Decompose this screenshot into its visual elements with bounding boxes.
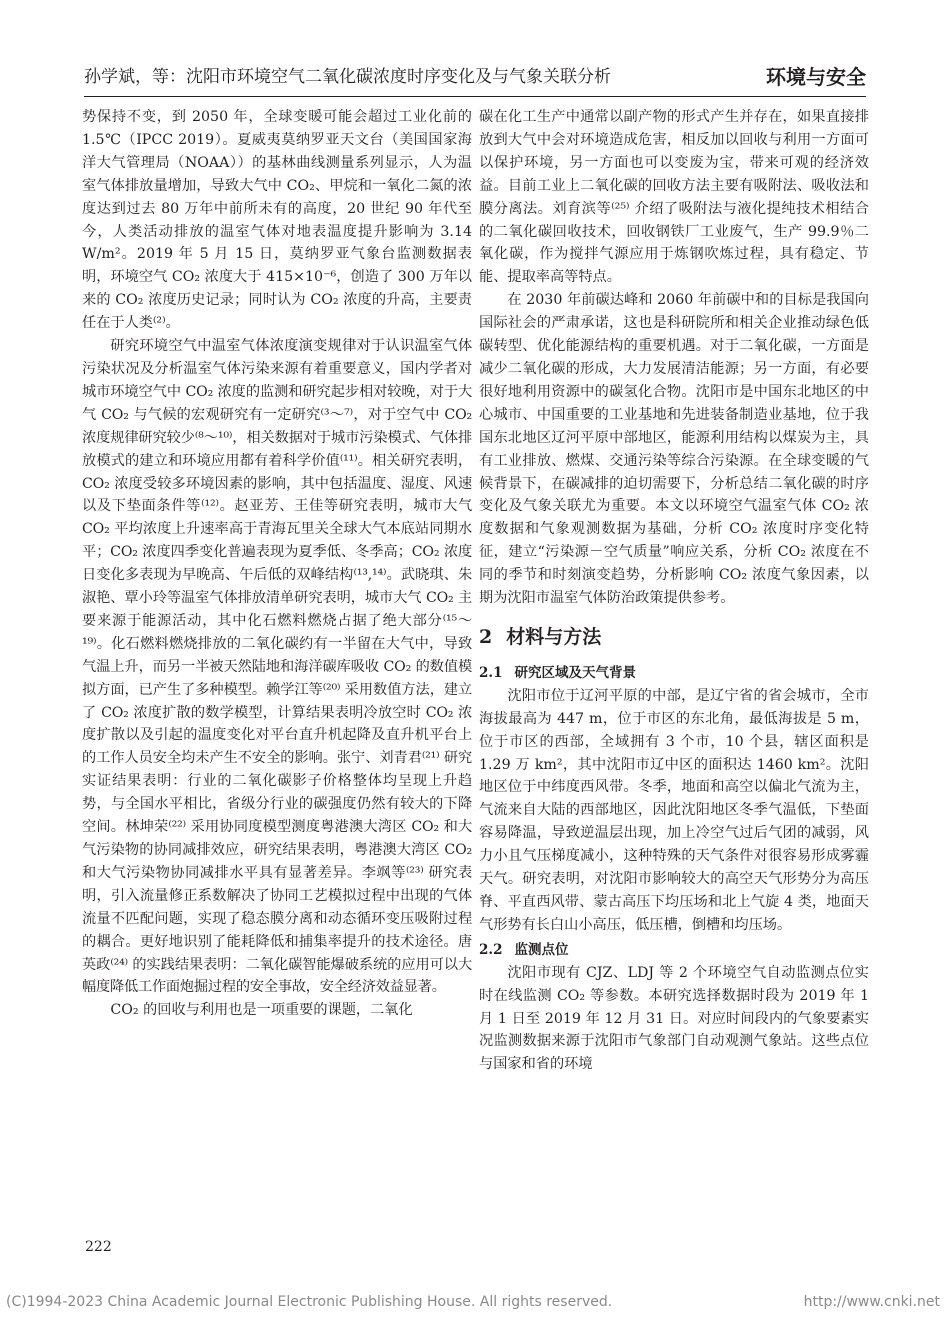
paragraph: 碳在化工生产中通常以副产物的形式产生并存在，如果直接排放到大气中会对环境造成危害，相反加以回收与利用一方面可以保护环境，另一方面也可以变废为宝，带来可观的经济效益。目前工业上二氧化碳的回收方法主要有吸附法、吸收法和膜分离法。刘育滨等⁽²⁵⁾ 介绍了吸附法与液化提纯技术相结合的二氧化碳回收技术，回收钢铁厂工业废气，生产 99.9％二氧化碳，作为搅拌气源应用于炼钢吹炼过程，具有稳定、节能、提取率高等特点。: [479, 109, 869, 286]
subsection-title: 研究区域及天气背景: [514, 664, 636, 681]
copyright-text: (C)1994-2023 China Academic Journal Electronic Publishing House. All rights reserved.: [6, 1294, 613, 1310]
subsection-heading: [479, 939, 869, 962]
journal-name: 环境与安全: [766, 65, 866, 89]
paragraph: 在 2030 年前碳达峰和 2060 年前碳中和的目标是我国向国际社会的严肃承诺，这也是科研院所和相关企业推动绿色低碳转型、优化能源结构的重要机遇。对于二氧化碳，一方面是减少二氧化碳的形成，大力发展清洁能源；另一方面，有必要很好地利用资源中的碳氢化合物。沈阳市是中国东北地区的中心城市、中国重要的工业基地和先进装备制造业基地，位于我国东北地区辽河平原中部地区，能源利用结构以煤炭为主，具有工业排放、燃煤、交通污染等综合污染源。在全球变暖的气候背景下，在碳减排的迫切需要下，分析总结二氧化碳的时序变化及气象关联尤为重要。本文以环境空气温室气体 CO₂ 浓度数据和气象观测数据为基础，分析 CO₂ 浓度时序变化特征，建立“污染源－空气质量”响应关系，分析 CO₂ 浓度在不同的季节和时刻演变趋势，分析影响 CO₂ 浓度气象因素，以期为沈阳市温室气体防治政策提供参考。: [479, 292, 869, 607]
paragraph: CO₂ 的回收与利用也是一项重要的课题，二氧化: [110, 1002, 413, 1019]
section-number: 2: [479, 625, 493, 648]
paragraph: 研究环境空气中温室气体浓度演变规律对于认识温室气体污染状况及分析温室气体污染来源有着重要意义，国内学者对城市环境空气中 CO₂ 浓度的监测和研究起步相对较晚，对于大气 CO₂ 与气候的宏观研究有一定研究⁽³～⁷⁾，对于空气中 CO₂ 浓度规律研究较少⁽⁸～¹⁰⁾，相关数据对于城市污染模式、气体排放模式的建立和环境应用都有着科学价值⁽¹¹⁾。相关研究表明，CO₂ 浓度受较多环境因素的影响，其中包括温度、湿度、风速以及下垫面条件等⁽¹²⁾。赵亚芳、王佳等研究表明，城市大气 CO₂ 平均浓度上升速率高于青海瓦里关全球大气本底站同期水平；CO₂ 浓度四季变化普遍表现为夏季低、冬季高；CO₂ 浓度日变化多表现为早晚高、午后低的双峰结构⁽¹³,¹⁴⁾。武晓琪、朱淑艳、覃小玲等温室气体排放清单研究表明，城市大气 CO₂ 主要来源于能源活动，其中化石燃料燃烧占据了绝大部分⁽¹⁵～¹⁹⁾。化石燃料燃烧排放的二氧化碳约有一半留在大气中，导致气温上升，而另一半被天然陆地和海洋碳库吸收 CO₂ 的数值模拟方面，已产生了多种模型。赖学江等⁽²⁰⁾ 采用数值方法，建立了 CO₂ 浓度扩散的数学模型，计算结果表明冷放空时 CO₂ 浓度扩散以及引起的温度变化对平台直升机起降及直升机平台上的工作人员安全均未产生不安全的影响。张宁、刘青君⁽²¹⁾ 研究实证结果表明：行业的二氧化碳影子价格整体均呈现上升趋势，与全国水平相比，省级分行业的碳强度仍然有较大的下降空间。林坤荣⁽²²⁾ 采用协同度模型测度粤港澳大湾区 CO₂ 和大气污染物的协同减排效应，研究结果表明，粤港澳大湾区 CO₂ 和大气污染物协同减排水平具有显著差异。李飒等⁽²³⁾ 研究表明，引入流量修正系数解决了协同工艺模拟过程中出现的气体流量不匹配问题，实现了稳态膜分离和动态循环变压吸附过程的耦合。更好地识别了能耗降低和捕集率提升的技术途径。唐英政⁽²⁴⁾ 的实践结果表明：二氧化碳智能爆破系统的应用可以大幅度降低工作面炮掘过程的安全事故，安全经济效益显著。: [82, 338, 472, 996]
subsection-title: 监测点位: [514, 941, 569, 958]
cnki-link[interactable]: http://www.cnki.net: [803, 1294, 940, 1310]
page-number: 222: [85, 1239, 112, 1255]
section-heading: [479, 624, 869, 650]
left-column: [82, 106, 472, 1022]
right-column: [479, 106, 869, 1076]
paragraph: 沈阳市现有 CJZ、LDJ 等 2 个环境空气自动监测点位实时在线监测 CO₂ 等参数。本研究选择数据时段为 2019 年 1 月 1 日至 2019 年 12 月 31 日。对应时间段内的气象要素实况监测数据来源于沈阳市气象部门自动观测气象站。这些点位与国家和省的环境: [479, 964, 869, 1073]
subsection-number: 2.2: [479, 941, 503, 958]
running-header: [84, 62, 866, 97]
subsection-heading: [479, 662, 869, 685]
paragraph: 势保持不变，到 2050 年，全球变暖可能会超过工业化前的 1.5℃（IPCC 2019）。夏威夷莫纳罗亚天文台（美国国家海洋大气管理局（NOAA））的基林曲线测量系列显示，人为温室气体排放量增加，导致大气中 CO₂、甲烷和一氧化二氮的浓度达到过去 80 万年中前所未有的高度，20 世纪 90 年代至今，人类活动排放的温室气体对地表温度提升影响为 3.14 W/m²。2019 年 5 月 15 日，莫纳罗亚气象台监测数据表明，环境空气 CO₂ 浓度大于 415×10⁻⁶，创造了 300 万年以来的 CO₂ 浓度历史记录；同时认为 CO₂ 浓度的升高，主要责任在于人类⁽²⁾。: [82, 109, 472, 332]
section-title: 材料与方法: [506, 625, 602, 648]
subsection-number: 2.1: [479, 664, 503, 681]
paragraph: 沈阳市位于辽河平原的中部，是辽宁省的省会城市，全市海拔最高为 447 m，位于市区的东北角，最低海拔是 5 m，位于市区的西部，全域拥有 3 个市，10 个县，辖区面积是 1.29 万 km²，其中沈阳市辽中区的面积达 1460 km²。沈阳地区位于中纬度西风带。冬季，地面和高空以偏北气流为主，气流来自大陆的西部地区，因此沈阳地区冬季气温低，下垫面容易降温，导致逆温层出现，加上冷空气过后气团的减弱，风力小且气压梯度减小，这种特殊的天气条件对很容易形成雾霾天气。研究表明，对沈阳市影响较大的高空天气形势分为高压脊、平直西风带、蒙古高压下均压场和北上气旋 4 类，地面天气形势有长白山小高压，低压槽，倒槽和均压场。: [479, 687, 869, 933]
copyright-footer: [6, 1294, 946, 1310]
article-running-title: 孙学斌，等：沈阳市环境空气二氧化碳浓度时序变化及与气象关联分析: [84, 67, 611, 87]
